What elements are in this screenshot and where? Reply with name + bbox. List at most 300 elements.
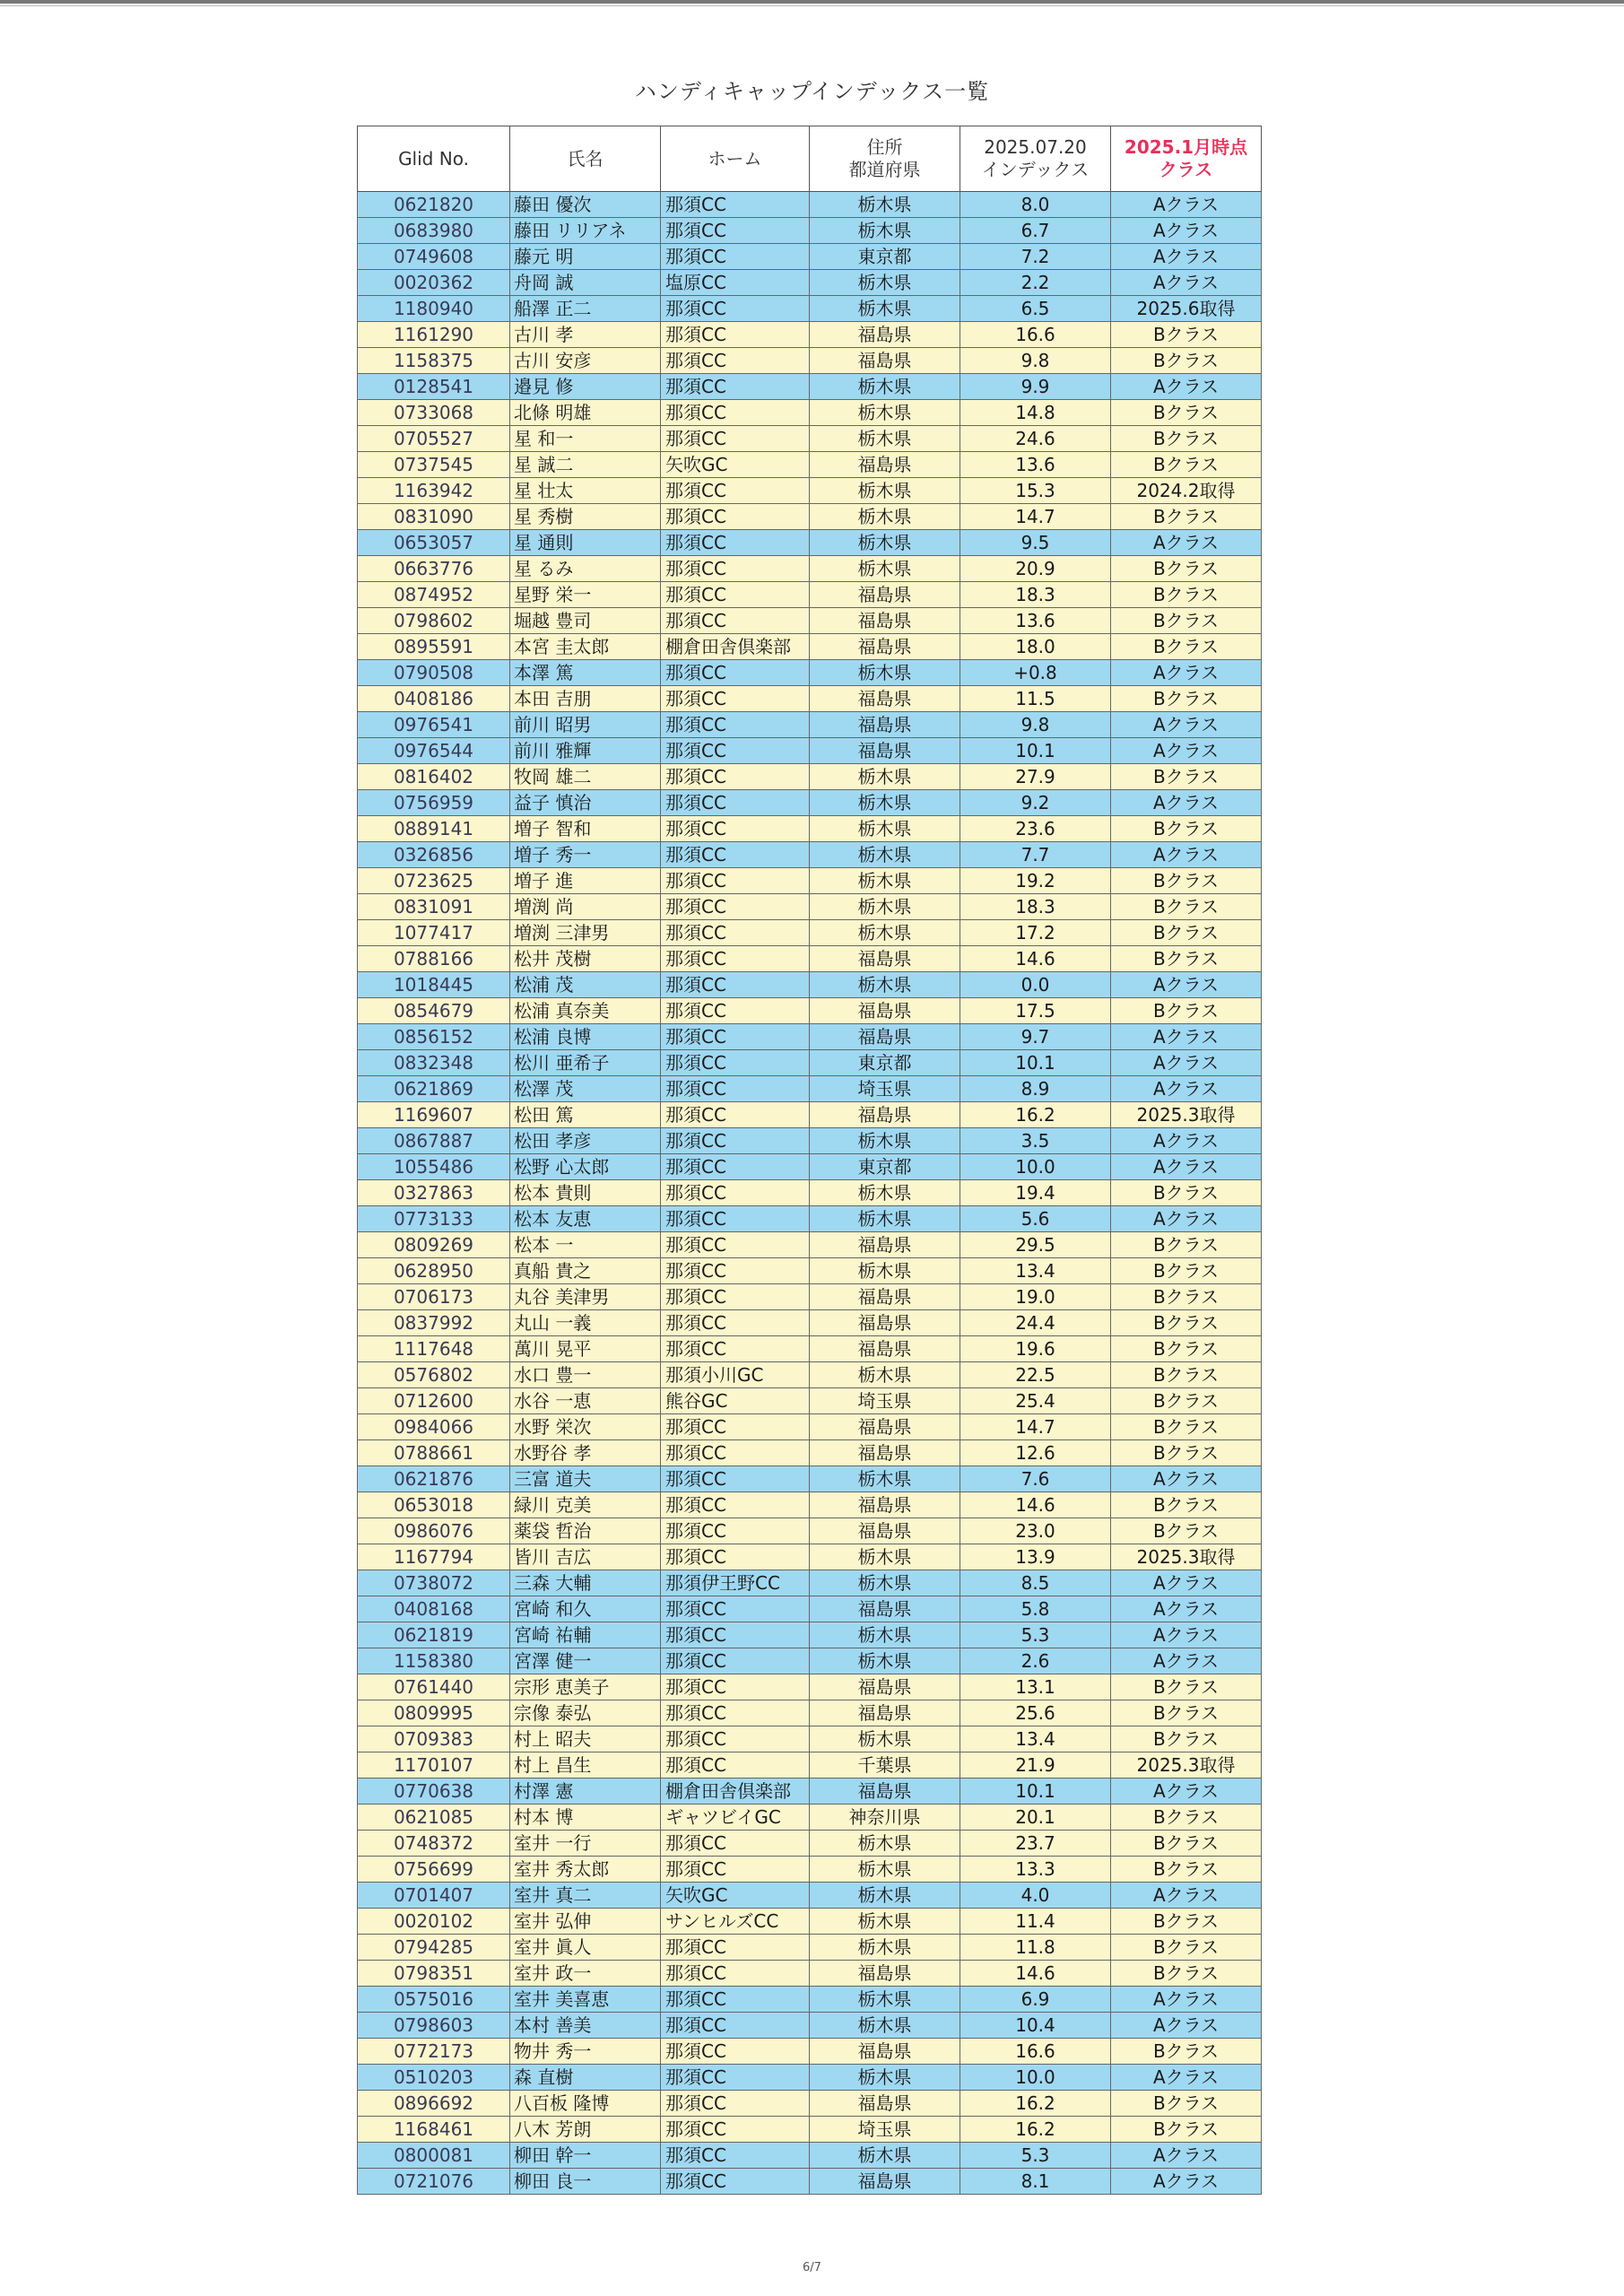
- glid-cell: 0733068: [358, 400, 510, 426]
- name-cell: 宗像 泰弘: [510, 1700, 661, 1726]
- prefecture-cell: 栃木県: [810, 556, 960, 582]
- name-cell: 八木 芳朗: [510, 2117, 661, 2143]
- home-cell: 那須CC: [661, 192, 810, 218]
- name-cell: 松澤 茂: [510, 1076, 661, 1102]
- class-cell: Aクラス: [1111, 1596, 1262, 1622]
- table-row: [358, 1909, 1262, 1935]
- table-row: [358, 1180, 1262, 1206]
- index-cell: 10.1: [960, 738, 1111, 764]
- table-row: [358, 270, 1262, 296]
- table-row: [358, 2039, 1262, 2065]
- index-cell: 13.6: [960, 452, 1111, 478]
- glid-cell: 1167794: [358, 1544, 510, 1570]
- home-cell: 那須CC: [661, 1154, 810, 1180]
- home-cell: 那須CC: [661, 1206, 810, 1232]
- table-row: [358, 1388, 1262, 1414]
- index-cell: 22.5: [960, 1362, 1111, 1388]
- class-cell: Bクラス: [1111, 920, 1262, 946]
- table-row: [358, 1050, 1262, 1076]
- class-cell: Bクラス: [1111, 764, 1262, 790]
- home-cell: 那須CC: [661, 2117, 810, 2143]
- glid-cell: 0854679: [358, 998, 510, 1024]
- home-cell: 那須CC: [661, 660, 810, 686]
- index-cell: 17.2: [960, 920, 1111, 946]
- home-cell: 那須CC: [661, 1466, 810, 1492]
- home-cell: 那須CC: [661, 1752, 810, 1779]
- home-cell: 那須CC: [661, 842, 810, 868]
- home-cell: 棚倉田舎倶楽部: [661, 634, 810, 660]
- glid-cell: 0976544: [358, 738, 510, 764]
- glid-cell: 0895591: [358, 634, 510, 660]
- table-row: [358, 920, 1262, 946]
- glid-cell: 0889141: [358, 816, 510, 842]
- glid-cell: 0575016: [358, 1987, 510, 2013]
- glid-cell: 0790508: [358, 660, 510, 686]
- home-cell: 那須CC: [661, 1076, 810, 1102]
- prefecture-cell: 福島県: [810, 686, 960, 712]
- glid-cell: 0653018: [358, 1492, 510, 1518]
- page-title: ハンディキャップインデックス一覧: [634, 79, 990, 104]
- class-cell: Aクラス: [1111, 1570, 1262, 1596]
- prefecture-cell: 福島県: [810, 582, 960, 608]
- home-cell: 那須CC: [661, 1128, 810, 1154]
- glid-cell: 0128541: [358, 374, 510, 400]
- prefecture-cell: 埼玉県: [810, 1076, 960, 1102]
- index-cell: 9.9: [960, 374, 1111, 400]
- table-row: [358, 426, 1262, 452]
- table-row: [358, 816, 1262, 842]
- home-cell: 那須CC: [661, 2039, 810, 2065]
- glid-cell: 0748372: [358, 1831, 510, 1857]
- name-cell: 八百板 隆博: [510, 2091, 661, 2117]
- name-cell: 薬袋 哲治: [510, 1518, 661, 1544]
- home-cell: 矢吹GC: [661, 452, 810, 478]
- class-cell: Bクラス: [1111, 452, 1262, 478]
- name-cell: 皆川 吉広: [510, 1544, 661, 1570]
- name-cell: 邉見 修: [510, 374, 661, 400]
- home-cell: 那須CC: [661, 816, 810, 842]
- class-cell: Bクラス: [1111, 1362, 1262, 1388]
- index-cell: 14.6: [960, 1492, 1111, 1518]
- table-row: [358, 1206, 1262, 1232]
- table-row: [358, 1128, 1262, 1154]
- name-cell: 真船 貴之: [510, 1258, 661, 1284]
- class-cell: Aクラス: [1111, 790, 1262, 816]
- name-cell: 星 秀樹: [510, 504, 661, 530]
- table-row: [358, 1831, 1262, 1857]
- prefecture-cell: 栃木県: [810, 296, 960, 322]
- home-cell: 塩原CC: [661, 270, 810, 296]
- class-cell: 2025.3取得: [1111, 1544, 1262, 1570]
- glid-cell: 0986076: [358, 1518, 510, 1544]
- name-cell: 松本 一: [510, 1232, 661, 1258]
- home-cell: 那須CC: [661, 1102, 810, 1128]
- glid-cell: 0798603: [358, 2013, 510, 2039]
- prefecture-cell: 福島県: [810, 1961, 960, 1987]
- index-cell: 10.1: [960, 1050, 1111, 1076]
- table-row: [358, 348, 1262, 374]
- class-cell: Bクラス: [1111, 1700, 1262, 1726]
- home-cell: 棚倉田舎倶楽部: [661, 1779, 810, 1805]
- class-cell: Bクラス: [1111, 1935, 1262, 1961]
- table-row: [358, 998, 1262, 1024]
- class-cell: Bクラス: [1111, 1180, 1262, 1206]
- home-cell: 那須CC: [661, 1284, 810, 1310]
- name-cell: 宮崎 和久: [510, 1596, 661, 1622]
- name-cell: 水口 豊一: [510, 1362, 661, 1388]
- home-cell: 那須小川GC: [661, 1362, 810, 1388]
- class-cell: Bクラス: [1111, 1805, 1262, 1831]
- home-cell: 那須CC: [661, 894, 810, 920]
- home-cell: 那須CC: [661, 296, 810, 322]
- name-cell: 松田 孝彦: [510, 1128, 661, 1154]
- table-row: [358, 1102, 1262, 1128]
- prefecture-cell: 栃木県: [810, 920, 960, 946]
- name-cell: 松野 心太郎: [510, 1154, 661, 1180]
- index-cell: 14.6: [960, 1961, 1111, 1987]
- index-cell: 4.0: [960, 1883, 1111, 1909]
- prefecture-cell: 栃木県: [810, 192, 960, 218]
- name-cell: 増子 智和: [510, 816, 661, 842]
- index-cell: 25.6: [960, 1700, 1111, 1726]
- glid-cell: 0621876: [358, 1466, 510, 1492]
- prefecture-cell: 栃木県: [810, 426, 960, 452]
- home-cell: 那須CC: [661, 1258, 810, 1284]
- name-cell: 舟岡 誠: [510, 270, 661, 296]
- name-cell: 室井 一行: [510, 1831, 661, 1857]
- class-cell: Bクラス: [1111, 504, 1262, 530]
- name-cell: 星 るみ: [510, 556, 661, 582]
- home-cell: 那須CC: [661, 1857, 810, 1883]
- home-cell: 那須CC: [661, 1414, 810, 1440]
- home-cell: 那須CC: [661, 1518, 810, 1544]
- name-cell: 星 通則: [510, 530, 661, 556]
- glid-cell: 0683980: [358, 218, 510, 244]
- table-row: [358, 946, 1262, 972]
- class-cell: Aクラス: [1111, 1050, 1262, 1076]
- index-cell: 5.3: [960, 1622, 1111, 1648]
- glid-cell: 0621819: [358, 1622, 510, 1648]
- home-cell: 那須CC: [661, 582, 810, 608]
- table-row: [358, 660, 1262, 686]
- index-cell: 9.5: [960, 530, 1111, 556]
- index-cell: 6.5: [960, 296, 1111, 322]
- table-row: [358, 374, 1262, 400]
- prefecture-cell: 福島県: [810, 738, 960, 764]
- index-cell: 18.3: [960, 894, 1111, 920]
- index-cell: 6.9: [960, 1987, 1111, 2013]
- home-cell: 那須CC: [661, 1726, 810, 1752]
- table-row: [358, 1779, 1262, 1805]
- prefecture-cell: 福島県: [810, 1102, 960, 1128]
- index-cell: 2.2: [960, 270, 1111, 296]
- table-row: [358, 1284, 1262, 1310]
- home-cell: 那須CC: [661, 400, 810, 426]
- glid-cell: 0721076: [358, 2169, 510, 2195]
- glid-cell: 0837992: [358, 1310, 510, 1336]
- class-cell: Aクラス: [1111, 244, 1262, 270]
- home-cell: 那須CC: [661, 1492, 810, 1518]
- glid-cell: 0770638: [358, 1779, 510, 1805]
- home-cell: 那須CC: [661, 478, 810, 504]
- name-cell: 村澤 憲: [510, 1779, 661, 1805]
- index-cell: 8.0: [960, 192, 1111, 218]
- table-row: [358, 738, 1262, 764]
- table-row: [358, 1518, 1262, 1544]
- prefecture-cell: 福島県: [810, 1310, 960, 1336]
- table-row: [358, 1258, 1262, 1284]
- glid-cell: 0809269: [358, 1232, 510, 1258]
- name-cell: 藤元 明: [510, 244, 661, 270]
- home-cell: 那須CC: [661, 1310, 810, 1336]
- index-cell: 11.8: [960, 1935, 1111, 1961]
- index-cell: 17.5: [960, 998, 1111, 1024]
- class-cell: Bクラス: [1111, 1232, 1262, 1258]
- index-cell: 16.2: [960, 2091, 1111, 2117]
- index-cell: 9.8: [960, 348, 1111, 374]
- index-cell: 23.7: [960, 1831, 1111, 1857]
- name-cell: 松浦 真奈美: [510, 998, 661, 1024]
- prefecture-cell: 栃木県: [810, 218, 960, 244]
- class-cell: Aクラス: [1111, 218, 1262, 244]
- class-cell: Bクラス: [1111, 868, 1262, 894]
- table-row: [358, 192, 1262, 218]
- name-cell: 室井 秀太郎: [510, 1857, 661, 1883]
- glid-cell: 0712600: [358, 1388, 510, 1414]
- table-row: [358, 1024, 1262, 1050]
- class-cell: Bクラス: [1111, 1857, 1262, 1883]
- table-row: [358, 1414, 1262, 1440]
- index-cell: 13.6: [960, 608, 1111, 634]
- class-cell: Bクラス: [1111, 686, 1262, 712]
- glid-cell: 0984066: [358, 1414, 510, 1440]
- table-row: [358, 1883, 1262, 1909]
- glid-cell: 1055486: [358, 1154, 510, 1180]
- home-cell: 那須CC: [661, 1648, 810, 1674]
- name-cell: 丸谷 美津男: [510, 1284, 661, 1310]
- prefecture-cell: 栃木県: [810, 1883, 960, 1909]
- prefecture-cell: 福島県: [810, 1779, 960, 1805]
- prefecture-cell: 福島県: [810, 1414, 960, 1440]
- table-row: [358, 1154, 1262, 1180]
- name-cell: 宮崎 祐輔: [510, 1622, 661, 1648]
- glid-cell: 1018445: [358, 972, 510, 998]
- header-home: ホーム: [661, 126, 810, 192]
- glid-cell: 0749608: [358, 244, 510, 270]
- index-cell: 21.9: [960, 1752, 1111, 1779]
- index-cell: 16.2: [960, 2117, 1111, 2143]
- glid-cell: 0831090: [358, 504, 510, 530]
- index-cell: 23.6: [960, 816, 1111, 842]
- prefecture-cell: 栃木県: [810, 764, 960, 790]
- prefecture-cell: 千葉県: [810, 1752, 960, 1779]
- class-cell: Bクラス: [1111, 426, 1262, 452]
- table-row: [358, 1466, 1262, 1492]
- prefecture-cell: 東京都: [810, 1154, 960, 1180]
- home-cell: 那須CC: [661, 998, 810, 1024]
- home-cell: 那須CC: [661, 738, 810, 764]
- index-cell: 11.4: [960, 1909, 1111, 1935]
- table-row: [358, 1570, 1262, 1596]
- page-number: 6/7: [803, 2261, 821, 2274]
- name-cell: 松本 貴則: [510, 1180, 661, 1206]
- index-cell: 18.3: [960, 582, 1111, 608]
- name-cell: 船澤 正二: [510, 296, 661, 322]
- glid-cell: 1161290: [358, 322, 510, 348]
- home-cell: 那須CC: [661, 426, 810, 452]
- class-cell: Aクラス: [1111, 1076, 1262, 1102]
- glid-cell: 1158380: [358, 1648, 510, 1674]
- class-cell: 2025.3取得: [1111, 1752, 1262, 1779]
- table-row: [358, 790, 1262, 816]
- home-cell: 那須CC: [661, 712, 810, 738]
- name-cell: 三森 大輔: [510, 1570, 661, 1596]
- home-cell: 那須CC: [661, 2091, 810, 2117]
- name-cell: 牧岡 雄二: [510, 764, 661, 790]
- index-cell: 14.7: [960, 504, 1111, 530]
- prefecture-cell: 栃木県: [810, 868, 960, 894]
- table-row: [358, 1700, 1262, 1726]
- name-cell: 物井 秀一: [510, 2039, 661, 2065]
- name-cell: 前川 雅輝: [510, 738, 661, 764]
- home-cell: 那須CC: [661, 1961, 810, 1987]
- index-cell: +0.8: [960, 660, 1111, 686]
- prefecture-cell: 栃木県: [810, 1648, 960, 1674]
- name-cell: 増渕 尚: [510, 894, 661, 920]
- glid-cell: 0621085: [358, 1805, 510, 1831]
- glid-cell: 0756699: [358, 1857, 510, 1883]
- glid-cell: 1180940: [358, 296, 510, 322]
- index-cell: 13.4: [960, 1726, 1111, 1752]
- class-cell: Bクラス: [1111, 1284, 1262, 1310]
- name-cell: 室井 政一: [510, 1961, 661, 1987]
- index-cell: 29.5: [960, 1232, 1111, 1258]
- home-cell: 那須CC: [661, 2143, 810, 2169]
- table-row: [358, 1648, 1262, 1674]
- class-cell: 2025.3取得: [1111, 1102, 1262, 1128]
- glid-cell: 0773133: [358, 1206, 510, 1232]
- home-cell: 那須CC: [661, 1050, 810, 1076]
- home-cell: 那須CC: [661, 608, 810, 634]
- class-cell: Bクラス: [1111, 348, 1262, 374]
- glid-cell: 0326856: [358, 842, 510, 868]
- table-row: [358, 1857, 1262, 1883]
- prefecture-cell: 栃木県: [810, 660, 960, 686]
- glid-cell: 0798602: [358, 608, 510, 634]
- name-cell: 星 壮太: [510, 478, 661, 504]
- glid-cell: 1170107: [358, 1752, 510, 1779]
- table-row: [358, 972, 1262, 998]
- prefecture-cell: 栃木県: [810, 1570, 960, 1596]
- name-cell: 古川 安彦: [510, 348, 661, 374]
- class-cell: Aクラス: [1111, 374, 1262, 400]
- index-cell: 15.3: [960, 478, 1111, 504]
- class-cell: Aクラス: [1111, 1987, 1262, 2013]
- prefecture-cell: 福島県: [810, 608, 960, 634]
- class-cell: Bクラス: [1111, 816, 1262, 842]
- index-cell: 25.4: [960, 1388, 1111, 1414]
- table-row: [358, 1674, 1262, 1700]
- class-cell: Bクラス: [1111, 1909, 1262, 1935]
- glid-cell: 0576802: [358, 1362, 510, 1388]
- table-header-row: [358, 126, 1262, 192]
- class-cell: Bクラス: [1111, 608, 1262, 634]
- header-name: 氏名: [510, 126, 661, 192]
- prefecture-cell: 福島県: [810, 1492, 960, 1518]
- table-row: [358, 530, 1262, 556]
- prefecture-cell: 東京都: [810, 1050, 960, 1076]
- table-row: [358, 868, 1262, 894]
- table-row: [358, 712, 1262, 738]
- home-cell: 那須伊王野CC: [661, 1570, 810, 1596]
- index-cell: 8.1: [960, 2169, 1111, 2195]
- home-cell: 那須CC: [661, 244, 810, 270]
- name-cell: 丸山 一義: [510, 1310, 661, 1336]
- class-cell: Bクラス: [1111, 634, 1262, 660]
- class-cell: Bクラス: [1111, 1414, 1262, 1440]
- home-cell: 那須CC: [661, 1544, 810, 1570]
- glid-cell: 0896692: [358, 2091, 510, 2117]
- home-cell: 那須CC: [661, 1596, 810, 1622]
- home-cell: 那須CC: [661, 972, 810, 998]
- class-cell: Bクラス: [1111, 1674, 1262, 1700]
- glid-cell: 1169607: [358, 1102, 510, 1128]
- prefecture-cell: 栃木県: [810, 894, 960, 920]
- class-cell: Aクラス: [1111, 2013, 1262, 2039]
- home-cell: 那須CC: [661, 2013, 810, 2039]
- index-cell: 19.6: [960, 1336, 1111, 1362]
- glid-cell: 0327863: [358, 1180, 510, 1206]
- class-cell: Bクラス: [1111, 998, 1262, 1024]
- index-cell: 13.1: [960, 1674, 1111, 1700]
- class-cell: Bクラス: [1111, 894, 1262, 920]
- class-cell: Bクラス: [1111, 2039, 1262, 2065]
- class-cell: Bクラス: [1111, 1310, 1262, 1336]
- class-cell: Bクラス: [1111, 582, 1262, 608]
- glid-cell: 0737545: [358, 452, 510, 478]
- class-cell: Bクラス: [1111, 946, 1262, 972]
- class-cell: Aクラス: [1111, 1883, 1262, 1909]
- class-cell: Bクラス: [1111, 2091, 1262, 2117]
- class-cell: Aクラス: [1111, 1622, 1262, 1648]
- name-cell: 村上 昌生: [510, 1752, 661, 1779]
- home-cell: 那須CC: [661, 218, 810, 244]
- index-cell: 10.0: [960, 1154, 1111, 1180]
- glid-cell: 0798351: [358, 1961, 510, 1987]
- class-cell: Bクラス: [1111, 1961, 1262, 1987]
- class-cell: Aクラス: [1111, 192, 1262, 218]
- index-cell: 10.0: [960, 2065, 1111, 2091]
- prefecture-cell: 栃木県: [810, 530, 960, 556]
- prefecture-cell: 栃木県: [810, 270, 960, 296]
- class-cell: 2025.6取得: [1111, 296, 1262, 322]
- name-cell: 星 誠二: [510, 452, 661, 478]
- table-row: [358, 400, 1262, 426]
- header-prefecture: 住所 都道府県: [810, 126, 960, 192]
- table-row: [358, 218, 1262, 244]
- index-cell: 3.5: [960, 1128, 1111, 1154]
- class-cell: Aクラス: [1111, 270, 1262, 296]
- prefecture-cell: 栃木県: [810, 400, 960, 426]
- home-cell: 那須CC: [661, 1831, 810, 1857]
- home-cell: 那須CC: [661, 1987, 810, 2013]
- table-row: [358, 2013, 1262, 2039]
- table-row: [358, 2143, 1262, 2169]
- prefecture-cell: 栃木県: [810, 1258, 960, 1284]
- prefecture-cell: 埼玉県: [810, 1388, 960, 1414]
- index-cell: 9.2: [960, 790, 1111, 816]
- glid-cell: 0621869: [358, 1076, 510, 1102]
